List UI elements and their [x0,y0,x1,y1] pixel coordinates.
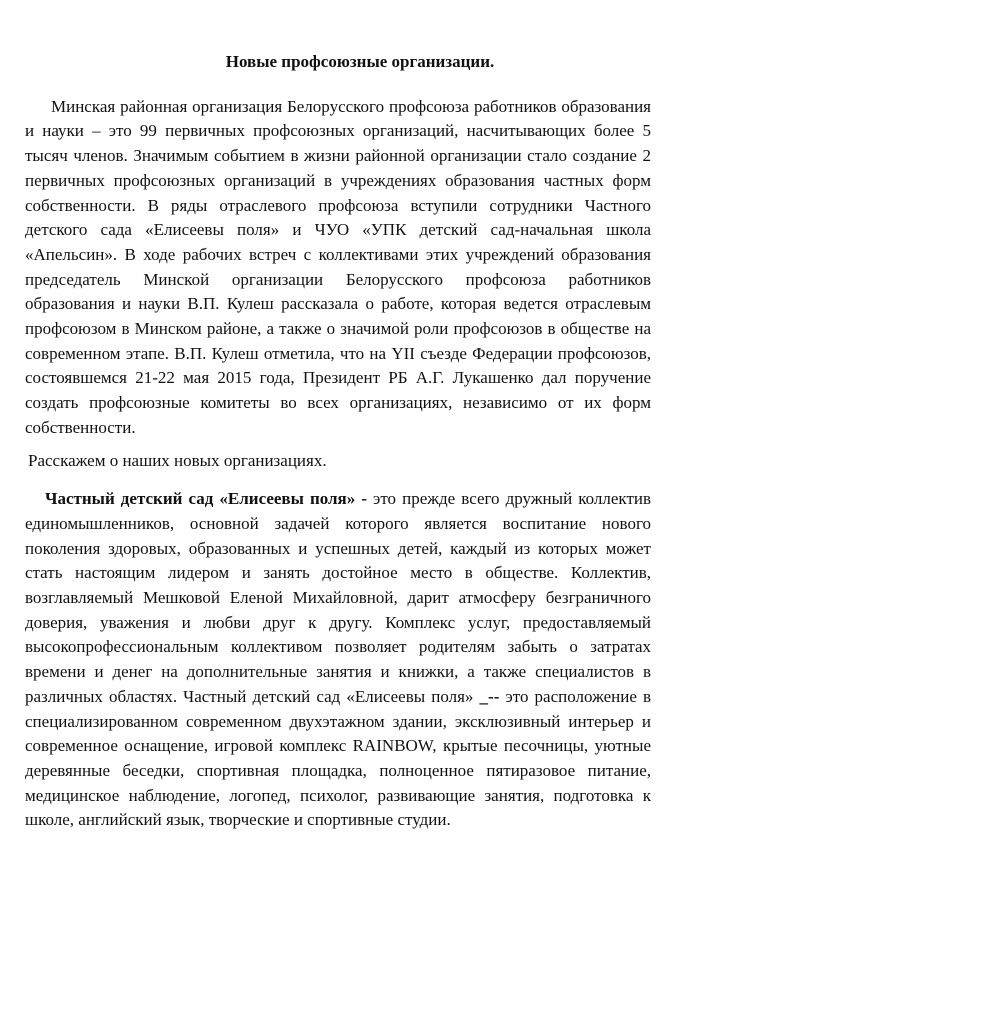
paragraph-kindergarten [25,487,651,833]
document-title: Новые профсоюзные организации. [225,52,495,71]
kindergarten-dash: _-- [479,686,500,706]
paragraph-transition: Расскажем о наших новых организациях. [28,450,327,470]
kindergarten-name-lead: Частный детский сад «Елисеевы поля» - [45,489,367,509]
paragraph-intro: Минская районная организация Белорусского профсоюза работников образования и науки – это 99 первичных профсоюзных организаций, насчитывающих более 5 тысяч членов. Значимым событием в жизни районной организации стало создание 2 первичных профсоюзных организаций в учреждениях образования частных форм собственности. В ряды отраслевого профсоюза вступили сотрудники Частного детского сада «Елисеевы поля» и ЧУО «УПК детский сад-начальная школа «Апельсин». В ходе рабочих встреч с коллективами этих учреждений образования председатель Минской организации Белорусского профсоюза работников образования и науки В.П. Кулеш рассказала о работе, которая ведется отраслевым профсоюзом в Минском районе, а также о значимой роли профсоюзов в обществе на современном этапе. В.П. Кулеш отметила, что на YII съезде Федерации профсоюзов, состоявшемся 21-22 мая 2015 года, Президент РБ А.Г. Лукашенко дал поручение создать профсоюзные комитеты во всех организациях, независимо от их форм собственности. [25,96,651,437]
kindergarten-description: это прежде всего дружный коллектив единомышленников, основной задачей которого является воспитание нового поколения здоровых, образованных и успешных детей, каждый из которых может стать настоящим лидером и занять достойное место в обществе. Коллектив, возглавляемый Мешковой Еленой Михайловной, дарит атмосферу безграничного доверия, уважения и любви друг к другу. Комплекс услуг, предоставляемый высокопрофессиональным коллективом позволяет родителям забыть о затратах времени и денег на дополнительные занятия и книжки, а также специалистов в различных областях. Частный детский сад «Елисеевы поля» [25,489,652,706]
kindergarten-facilities: это расположение в специализированном современном двухэтажном здании, эксклюзивный интерьер и современное оснащение, игровой комплекс RAINBOW, крытые песочницы, уютные деревянные беседки, спортивная площадка, полноценное пятиразовое питание, медицинское наблюдение, логопед, психолог, развивающие занятия, подготовка к школе, английский язык, творческие и спортивные студии. [25,686,651,830]
document-page [25,50,651,833]
